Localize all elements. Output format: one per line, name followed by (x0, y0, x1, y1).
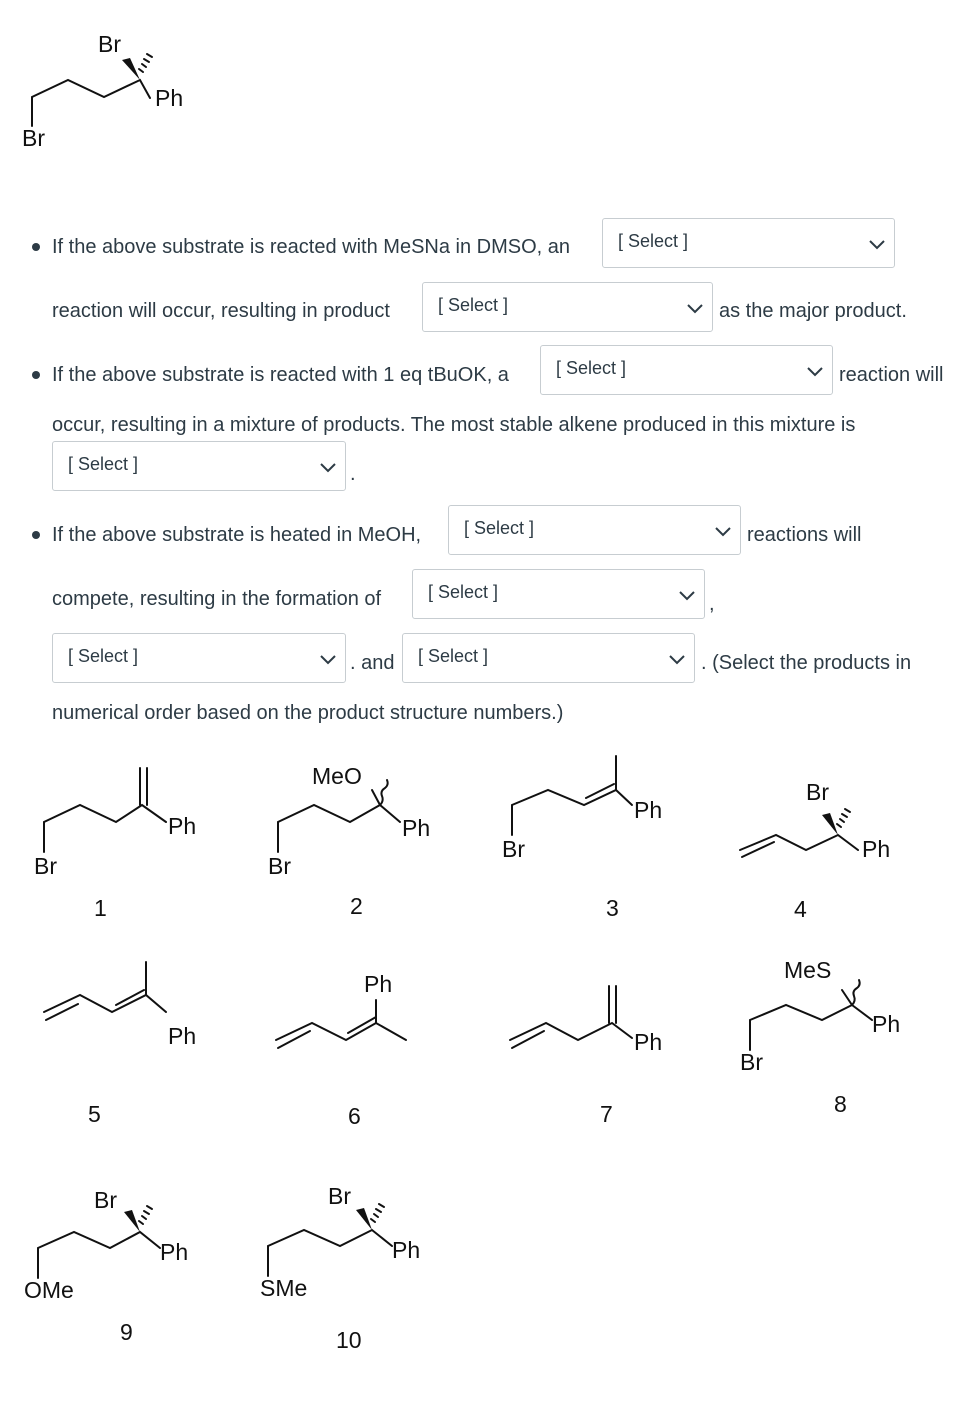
product-10-br-label: Br (328, 1183, 351, 1209)
product-10-sme-label: SMe (260, 1275, 308, 1301)
product-4-ph-label: Ph (862, 836, 891, 862)
q3-product-select-3-value: [ Select ] (418, 646, 489, 666)
chevron-down-icon (319, 650, 337, 668)
product-1-structure (44, 768, 166, 852)
product-2-structure (278, 780, 400, 852)
bullet-q2 (32, 371, 40, 379)
q3-product-select-1-value: [ Select ] (428, 582, 499, 602)
product-4-br-label: Br (806, 779, 829, 805)
q1-text-c: as the major product. (719, 300, 907, 322)
q3-product-select-2[interactable] (52, 633, 346, 683)
q1-reaction-select[interactable] (602, 218, 895, 268)
substrate-br-top-label: Br (98, 31, 121, 57)
product-2-ph-label: Ph (402, 815, 431, 841)
q2-reaction-select-value: [ Select ] (556, 358, 627, 378)
q3-text-c: compete, resulting in the formation of (52, 588, 382, 610)
product-7-ph-label: Ph (634, 1029, 663, 1055)
product-3-br-label: Br (502, 836, 525, 862)
q1-product-select[interactable] (422, 282, 713, 332)
q3-reactions-select-value: [ Select ] (464, 518, 535, 538)
product-6-structure (276, 1000, 406, 1048)
q3-product-select-3[interactable] (402, 633, 695, 683)
chevron-down-icon (668, 650, 686, 668)
product-8-ph-label: Ph (872, 1011, 901, 1037)
substrate-ph-label: Ph (155, 85, 184, 111)
q2-text-a: If the above substrate is reacted with 1 eq tBuOK, a (52, 364, 509, 386)
product-5-number: 5 (88, 1101, 101, 1127)
q1-text-b: reaction will occur, resulting in product (52, 300, 390, 322)
product-10-structure (268, 1204, 392, 1276)
product-1-ph-label: Ph (168, 813, 197, 839)
q2-alkene-select-value: [ Select ] (68, 454, 139, 474)
chevron-down-icon (678, 586, 696, 604)
product-5-ph-label: Ph (168, 1023, 197, 1049)
product-9-br-label: Br (94, 1187, 117, 1213)
product-7-number: 7 (600, 1101, 613, 1127)
q2-alkene-select[interactable] (52, 441, 346, 491)
product-7-structure (510, 986, 632, 1048)
q3-text-b: reactions will (747, 524, 862, 546)
product-1-number: 1 (94, 895, 107, 921)
product-2-meo-label: MeO (312, 763, 362, 789)
q1-product-select-value: [ Select ] (438, 295, 509, 315)
product-3-structure (512, 756, 632, 835)
product-2-br-label: Br (268, 853, 291, 879)
product-6-number: 6 (348, 1103, 361, 1129)
chevron-down-icon (868, 235, 886, 253)
chevron-down-icon (714, 522, 732, 540)
product-2-number: 2 (350, 893, 363, 919)
product-9-ome-label: OMe (24, 1277, 74, 1303)
q2-text-b: reaction will (839, 364, 944, 386)
product-4-structure (740, 809, 858, 857)
bullet-q1 (32, 243, 40, 251)
substrate-structure (32, 54, 152, 126)
product-10-ph-label: Ph (392, 1237, 421, 1263)
product-5-structure (44, 962, 166, 1020)
q3-reactions-select[interactable] (448, 505, 741, 555)
product-1-br-label: Br (34, 853, 57, 879)
q1-reaction-select-value: [ Select ] (618, 231, 689, 251)
chevron-down-icon (319, 458, 337, 476)
product-6-ph-label: Ph (364, 971, 393, 997)
product-8-structure (750, 980, 872, 1050)
q2-text-d: . (350, 463, 356, 485)
product-8-number: 8 (834, 1091, 847, 1117)
product-4-number: 4 (794, 896, 807, 922)
chevron-down-icon (806, 362, 824, 380)
q1-text-a: If the above substrate is reacted with MeSNa in DMSO, an (52, 236, 571, 258)
q3-product-select-2-value: [ Select ] (68, 646, 139, 666)
q2-text-c: occur, resulting in a mixture of products. The most stable alkene produced in this mixture is (52, 414, 856, 436)
chevron-down-icon (686, 299, 704, 317)
q3-text-e: . and (350, 652, 395, 674)
bullet-q3 (32, 531, 40, 539)
q3-product-select-1[interactable] (412, 569, 705, 619)
product-3-number: 3 (606, 895, 619, 921)
product-9-number: 9 (120, 1319, 133, 1345)
product-9-ph-label: Ph (160, 1239, 189, 1265)
product-8-mes-label: MeS (784, 957, 832, 983)
q2-reaction-select[interactable] (540, 345, 833, 395)
product-3-ph-label: Ph (634, 797, 663, 823)
product-10-number: 10 (336, 1327, 362, 1353)
q3-text-a: If the above substrate is heated in MeOH, (52, 524, 422, 546)
q3-text-d: , (709, 593, 715, 615)
product-8-br-label: Br (740, 1049, 763, 1075)
q3-text-g: numerical order based on the product structure numbers.) (52, 702, 564, 724)
q3-text-f: . (Select the products in (701, 652, 912, 674)
product-9-structure (38, 1206, 160, 1278)
substrate-br-bottom-label: Br (22, 125, 45, 151)
